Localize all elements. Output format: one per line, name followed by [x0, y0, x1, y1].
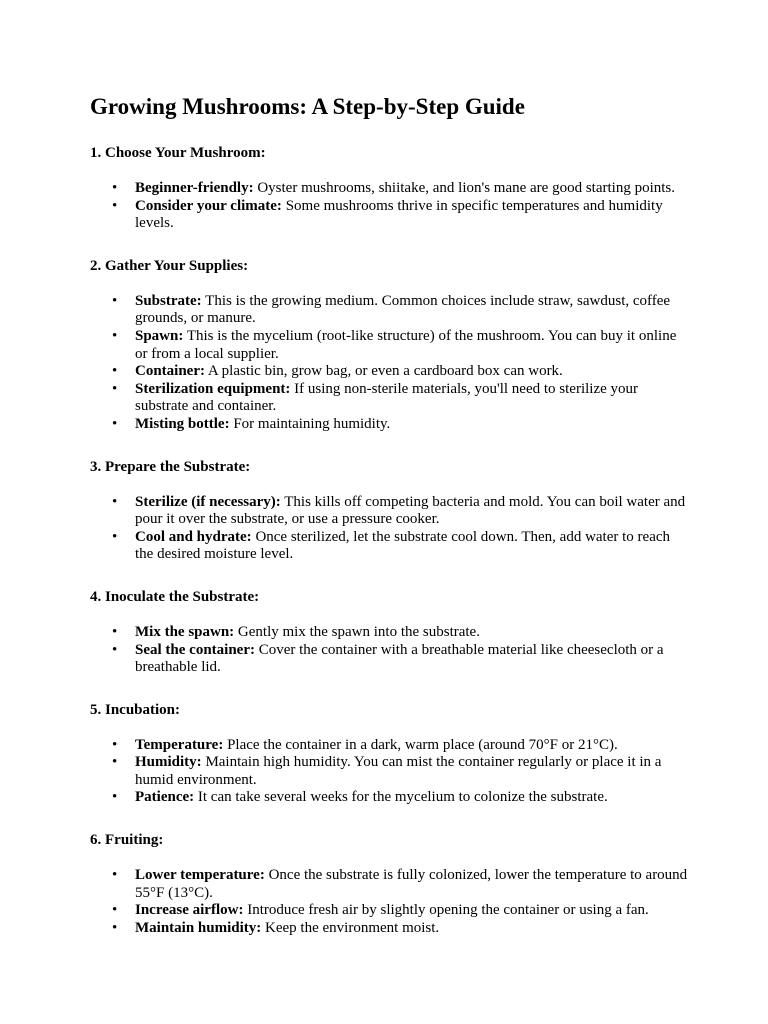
item-label: Maintain humidity:: [135, 919, 262, 936]
list-item: [90, 867, 690, 902]
item-text: This kills off competing bacteria and mold. You can boil water and pour it over the substrate, or use a pressure cooker.: [135, 493, 686, 528]
item-label: Patience:: [135, 789, 195, 806]
item-label: Spawn:: [135, 327, 184, 344]
bullet-icon: •: [112, 180, 118, 196]
bullet-icon: •: [112, 867, 118, 884]
bullet-icon: •: [112, 902, 118, 919]
item-text: Place the container in a dark, warm place (around 70°F or 21°C).: [223, 736, 618, 753]
item-text: Cover the container with a breathable material like cheesecloth or a breathable lid.: [135, 641, 664, 676]
bullet-list: [90, 494, 690, 564]
item-label: Sterilize (if necessary):: [135, 493, 281, 510]
list-item: [90, 416, 690, 434]
bullet-icon: •: [112, 380, 118, 397]
document-body: [90, 92, 690, 937]
bullet-icon: •: [112, 641, 118, 658]
list-item: [90, 494, 690, 529]
section-4: [90, 588, 690, 677]
section-6: [90, 831, 690, 937]
bullet-icon: •: [112, 754, 118, 771]
bullet-icon: •: [112, 789, 118, 806]
list-item: [90, 180, 690, 198]
sections-container: [90, 144, 690, 937]
list-item: [90, 902, 690, 920]
item-label: Lower temperature:: [135, 867, 265, 884]
list-item: [90, 363, 690, 381]
item-text: It can take several weeks for the mycelium to colonize the substrate.: [194, 789, 608, 806]
section-2: [90, 257, 690, 434]
list-item: [90, 293, 690, 328]
list-item: [90, 624, 690, 642]
bullet-icon: •: [112, 292, 118, 309]
item-text: This is the growing medium. Common choices include straw, sawdust, coffee grounds, or manure.: [135, 292, 671, 327]
section-heading: 1. Choose Your Mushroom:: [90, 145, 266, 161]
item-label: Misting bottle:: [135, 415, 230, 432]
item-label: Beginner-friendly:: [135, 180, 254, 196]
item-label: Mix the spawn:: [135, 623, 235, 640]
item-text: Introduce fresh air by slightly opening the container or using a fan.: [243, 902, 649, 919]
item-text: Oyster mushrooms, shiitake, and lion's mane are good starting points.: [253, 180, 675, 196]
item-label: Increase airflow:: [135, 902, 244, 919]
list-item: [90, 381, 690, 416]
page-title: Growing Mushrooms: A Step-by-Step Guide: [90, 94, 525, 119]
section-3: [90, 458, 690, 564]
item-label: Temperature:: [135, 736, 224, 753]
list-item: [90, 529, 690, 564]
bullet-icon: •: [112, 919, 118, 936]
bullet-icon: •: [112, 623, 118, 640]
list-item: [90, 198, 690, 233]
bullet-list: [90, 293, 690, 434]
bullet-icon: •: [112, 528, 118, 545]
item-text: Gently mix the spawn into the substrate.: [234, 623, 480, 640]
item-text: Once the substrate is fully colonized, lower the temperature to around 55°F (13°C).: [135, 867, 688, 901]
bullet-icon: •: [112, 736, 118, 753]
bullet-icon: •: [112, 327, 118, 344]
item-text: Once sterilized, let the substrate cool down. Then, add water to reach the desired moisture level.: [135, 528, 671, 563]
bullet-icon: •: [112, 363, 118, 380]
bullet-list: [90, 867, 690, 937]
bullet-list: [90, 624, 690, 677]
bullet-icon: •: [112, 415, 118, 432]
bullet-list: [90, 737, 690, 807]
item-label: Seal the container:: [135, 641, 255, 658]
section-heading: 5. Incubation:: [90, 701, 181, 718]
item-text: This is the mycelium (root-like structure) of the mushroom. You can buy it online or from a local supplier.: [135, 327, 677, 362]
section-5: [90, 701, 690, 807]
item-text: For maintaining humidity.: [229, 415, 391, 432]
item-label: Consider your climate:: [135, 197, 282, 214]
item-label: Cool and hydrate:: [135, 528, 252, 545]
section-heading: 3. Prepare the Substrate:: [90, 458, 251, 475]
item-text: Some mushrooms thrive in specific temperatures and humidity levels.: [135, 197, 663, 232]
item-label: Container:: [135, 363, 205, 380]
list-item: [90, 920, 690, 938]
item-label: Substrate:: [135, 292, 202, 309]
item-label: Sterilization equipment:: [135, 380, 291, 397]
bullet-icon: •: [112, 197, 118, 214]
section-heading: 2. Gather Your Supplies:: [90, 257, 249, 274]
list-item: [90, 754, 690, 789]
section-heading: 6. Fruiting:: [90, 832, 164, 849]
list-item: [90, 642, 690, 677]
item-text: Maintain high humidity. You can mist the container regularly or place it in a humid environment.: [135, 754, 662, 788]
list-item: [90, 737, 690, 755]
item-text: A plastic bin, grow bag, or even a cardboard box can work.: [205, 363, 563, 380]
section-1: [90, 144, 690, 233]
section-heading: 4. Inoculate the Substrate:: [90, 588, 260, 605]
list-item: [90, 789, 690, 807]
item-text: Keep the environment moist.: [261, 919, 440, 936]
bullet-list: [90, 180, 690, 233]
list-item: [90, 328, 690, 363]
item-text: If using non-sterile materials, you'll need to sterilize your substrate and container.: [135, 380, 639, 415]
item-label: Humidity:: [135, 754, 202, 771]
bullet-icon: •: [112, 493, 118, 510]
